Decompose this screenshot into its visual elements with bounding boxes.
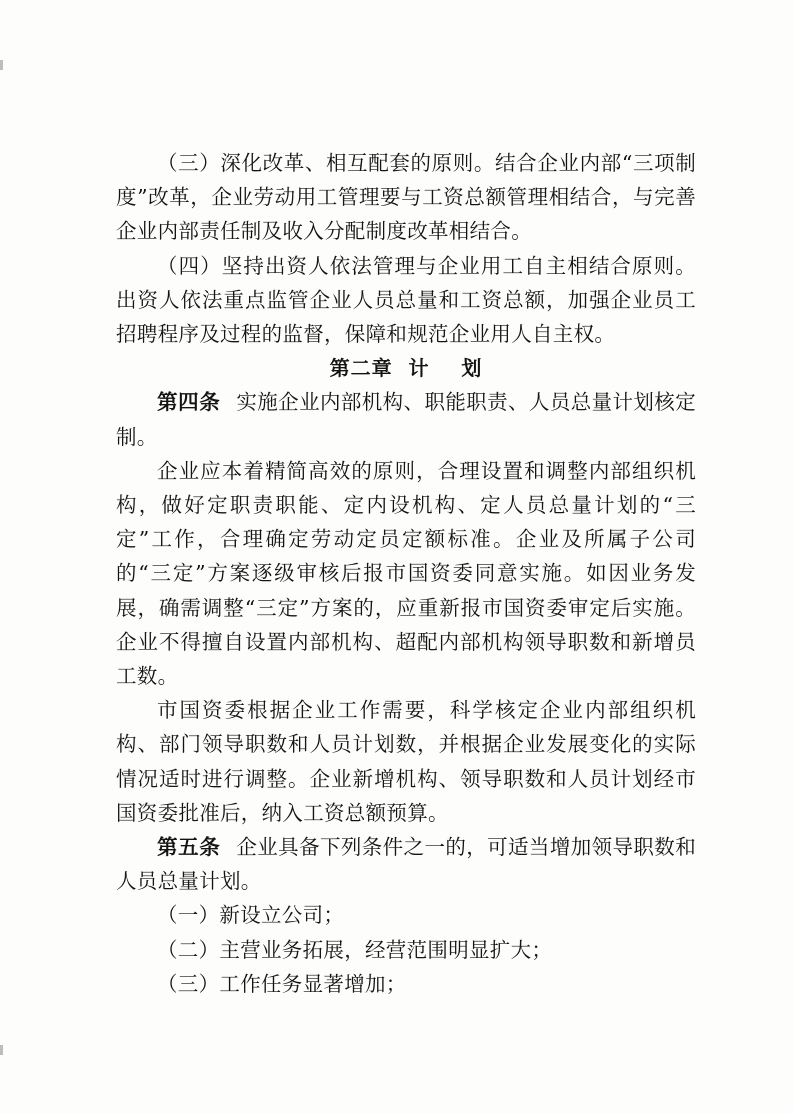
- article-5-item-3: （三）工作任务显著增加；: [157, 971, 407, 996]
- scan-edge-mark: [0, 60, 3, 70]
- principle-4-paragraph: （四）坚持出资人依法管理与企业用工自主相结合原则。出资人依法重点监管企业人员总量和工资总额，加强企业员工招聘程序及过程的监督，保障和规范企业用人自主权。: [116, 253, 696, 347]
- article-5-label: 第五条: [157, 835, 221, 860]
- document-body: [116, 146, 696, 1001]
- chapter-title: 第二章 计 划: [329, 356, 483, 381]
- article-4-text: 实施企业内部机构、职能职责、人员总量计划核定制。: [116, 390, 696, 449]
- article-4-detail-2: 市国资委根据企业工作需要，科学核定企业内部组织机构、部门领导职数和人员计划数，并根据企业发展变化的实际情况适时进行调整。企业新增机构、领导职数和人员计划经市国资委批准后，纳入工资总额预算。: [116, 698, 696, 825]
- scan-edge-mark: [0, 1045, 3, 1055]
- article-5-text: 企业具备下列条件之一的，可适当增加领导职数和人员总量计划。: [116, 835, 696, 894]
- article-4-detail-1: 企业应本着精简高效的原则，合理设置和调整内部组织机构，做好定职责职能、定内设机构、定人员总量计划的“三定”工作，合理确定劳动定员定额标准。企业及所属子公司的“三定”方案逐级审核后报市国资委同意实施。如因业务发展，确需调整“三定”方案的，应重新报市国资委审定后实施。企业不得擅自设置内部机构、超配内部机构领导职数和新增员工数。: [116, 458, 696, 689]
- article-4-label: 第四条: [157, 390, 221, 415]
- article-5-item-2: （二）主营业务拓展，经营范围明显扩大；: [157, 937, 553, 962]
- article-4-paragraph: [116, 385, 696, 453]
- article-5-item-1: （一）新设立公司；: [157, 903, 345, 928]
- principle-3-paragraph: （三）深化改革、相互配套的原则。结合企业内部“三项制度”改革，企业劳动用工管理要与工资总额管理相结合，与完善企业内部责任制及收入分配制度改革相结合。: [116, 151, 696, 244]
- article-5-paragraph: [116, 830, 696, 898]
